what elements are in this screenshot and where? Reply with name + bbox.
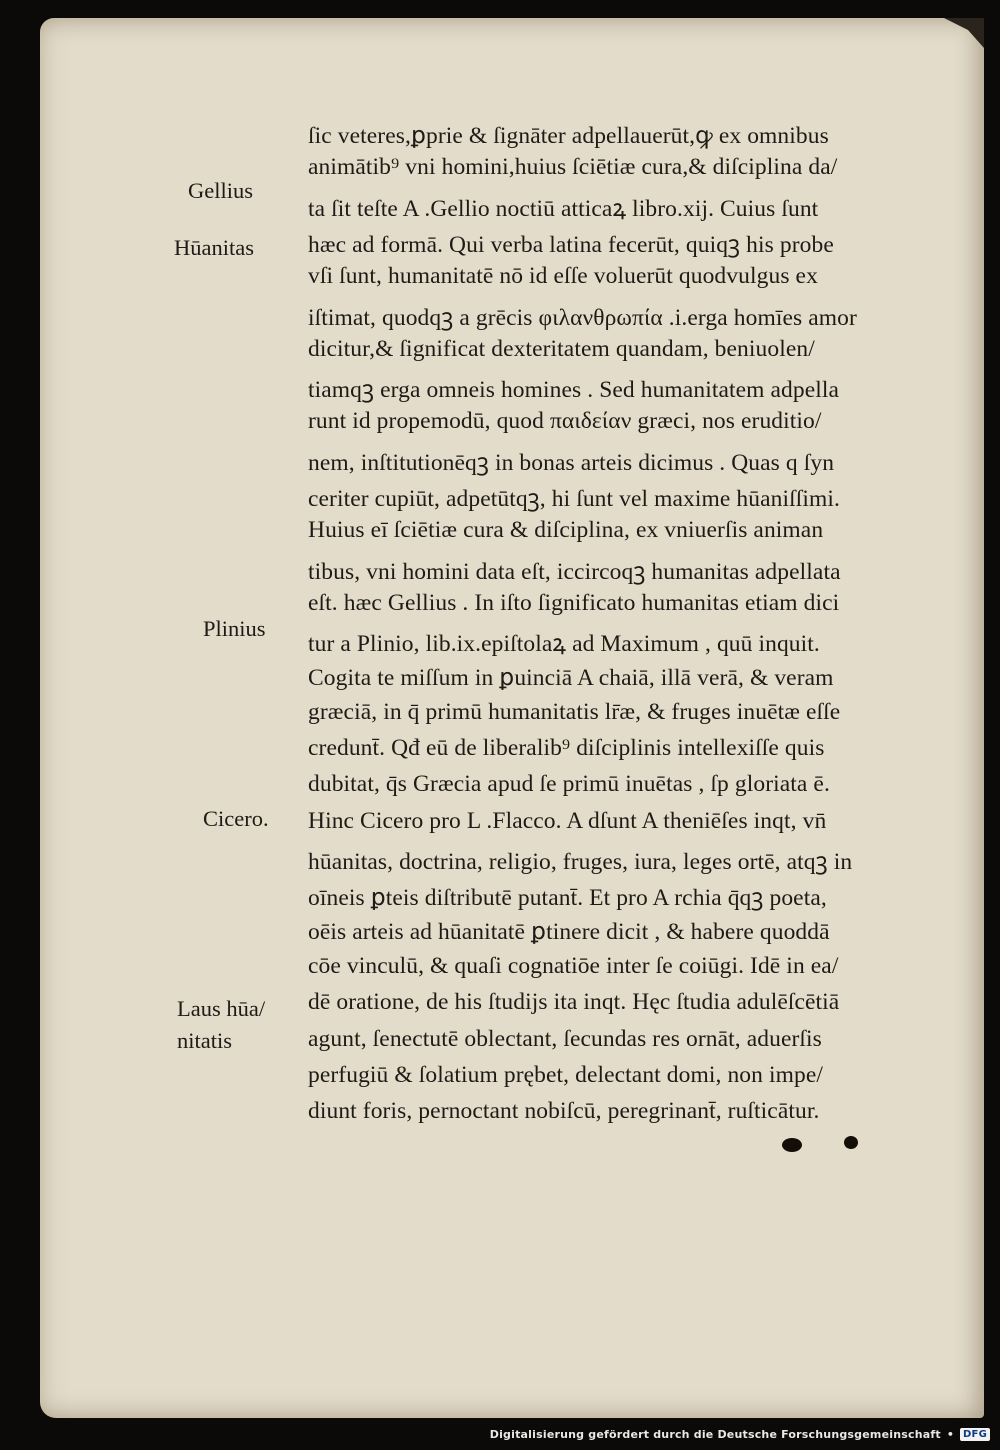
text-line: ceriter cupiūt, adpetūtqꝫ, hi ſunt vel maxime hūaniſſimi. — [308, 486, 840, 512]
text-line: dicitur,& ſignificat dexteritatem quandam, beniuolen/ — [308, 335, 815, 362]
text-line: tur a Plinio, lib.ix.epiſtolaꝝ ad Maximum , quū inquit. — [308, 631, 820, 658]
margin-note-laus-humanitatis-1: Laus hūa/ — [177, 996, 266, 1021]
margin-note-plinius: Plinius — [203, 616, 266, 641]
text-line: Hinc Cicero pro L .Flacco. A dſunt A theniēſes inqt, vn̄ — [308, 807, 827, 834]
margin-note-cicero: Cicero. — [203, 806, 269, 831]
margin-note-laus-humanitatis-2: nitatis — [177, 1028, 232, 1053]
text-line: dubitat, q̄s Græcia apud ſe primū inuētas , ſp gloriata ē. — [308, 771, 830, 798]
text-line: animātib⁹ vni homini,huius ſciētiæ cura,& diſciplina da/ — [308, 154, 838, 181]
text-line: eſt. hæc Gellius . In iſto ſignificato humanitas etiam dici — [308, 589, 840, 616]
text-line: Huius eī ſciētiæ cura & diſciplina, ex vniuerſis animan — [308, 517, 824, 544]
dfg-logo: DFG — [960, 1428, 990, 1441]
digitization-footer — [490, 1424, 990, 1444]
text-line: credunt̄. Qđ eū de liberalib⁹ diſciplinis intellexiſſe quis — [308, 735, 825, 762]
ink-blot — [782, 1138, 802, 1152]
text-line: dē oratione, de his ſtudijs ita inqt. Hęc ſtudia adulēſcētiā — [308, 989, 840, 1016]
text-line: ta ſit teſte A .Gellio noctiū atticaꝝ libro.xij. Cuius ſunt — [308, 195, 819, 222]
text-line: oēis arteis ad hūanitatē ꝑtinere dicit , & habere quoddā — [308, 918, 830, 945]
text-line: nem, inſtitutionēqꝫ in bonas arteis dicimus . Quas q ſyn — [308, 449, 835, 476]
text-line: hūanitas, doctrina, religio, fruges, iura, leges ortē, atqꝫ in — [308, 849, 853, 875]
text-line: græciā, in q̄ primū humanitatis lr̄æ, & fruges inuētæ eſſe — [308, 698, 841, 725]
footer-separator: • — [946, 1427, 955, 1441]
text-line: oīneis ꝑteis diſtributē putant̄. Et pro A rchia q̄qꝫ poeta, — [308, 885, 827, 912]
text-line: diunt foris, pernoctant nobiſcū, peregrinant̄, ruſticātur. — [308, 1098, 820, 1125]
text-line: tiamqꝫ erga omneis homines . Sed humanitatem adpella — [308, 377, 840, 404]
book-page — [40, 18, 984, 1418]
text-line: Cogita te miſſum in ꝑuinciā A chaiā, illā verā, & veram — [308, 664, 834, 691]
margin-note-humanitas: Hūanitas — [174, 235, 254, 260]
text-line: tibus, vni homini data eſt, iccircoqꝫ humanitas adpellata — [308, 558, 841, 585]
text-line: hæc ad formā. Qui verba latina fecerūt, quiqꝫ his probe — [308, 231, 834, 258]
text-line: cōe vinculū, & quaſi cognatiōe inter ſe coiūgi. Idē in ea/ — [308, 952, 839, 979]
page-corner-damage — [944, 18, 984, 48]
margin-note-gellius: Gellius — [188, 178, 253, 203]
footer-credit-text: Digitalisierung gefördert durch die Deutsche Forschungsgemeinschaft — [489, 1427, 941, 1441]
text-line: runt id propemodū, quod παιδείαν græci, nos eruditio/ — [308, 408, 822, 435]
ink-blot — [844, 1136, 858, 1149]
text-line: agunt, ſenectutē oblectant, ſecundas res ornāt, aduerſis — [308, 1025, 822, 1052]
text-line: iſtimat, quodqꝫ a grēcis φιλανθρωπία .i.erga homīes amor — [308, 304, 857, 331]
text-line: ſic veteres,ꝑprie & ſignāter adpellauerūt,ꝙ ex omnibus — [308, 123, 829, 149]
text-line: perfugiū & ſolatium prębet, delectant domi, non impe/ — [308, 1061, 823, 1088]
text-line: vſi ſunt, humanitatē nō id eſſe voluerūt quodvulgus ex — [308, 263, 818, 290]
